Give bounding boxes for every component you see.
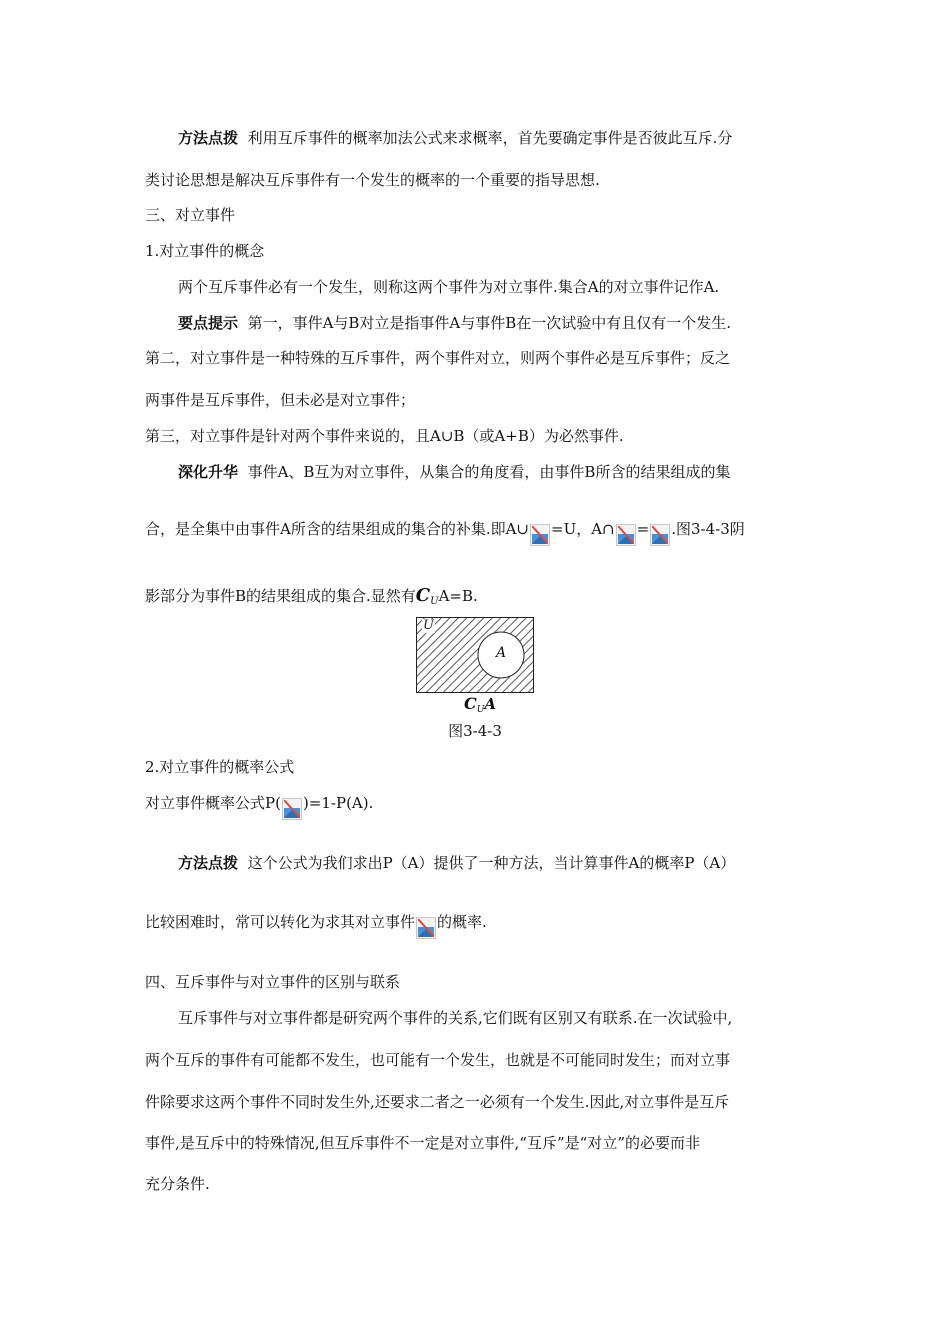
complement-label <box>464 694 496 720</box>
method-tip-2-cont-b: 的概率. <box>437 913 487 931</box>
method-tip-paragraph <box>178 128 732 148</box>
section-4-heading: 四、互斥事件与对立事件的区别与联系 <box>145 973 401 991</box>
label-set-a: A <box>496 645 507 661</box>
keypoints-line-2: 第二，对立事件是一种特殊的互斥事件，两个事件对立，则两个事件必是互斥事件；反之 <box>145 349 731 367</box>
keypoints-paragraph <box>178 313 731 333</box>
figure-complement-symbol: C <box>464 694 477 713</box>
concept-definition: 两个互斥事件必有一个发生，则称这两个事件为对立事件.集合A的对立事件记作A. <box>178 278 720 296</box>
method-tip-2-text: 这个公式为我们求出P（A）提供了一种方法，当计算事件A的概率P（A） <box>247 854 736 872</box>
method-tip-continuation: 类讨论思想是解决互斥事件有一个发生的概率的一个重要的指导思想. <box>145 171 600 189</box>
deepen-line-2-part-d: .图3-4-3阴 <box>671 520 745 538</box>
method-tip-2-cont-a: 比较困难时，常可以转化为求其对立事件 <box>145 913 416 931</box>
keypoints-line-4: 第三，对立事件是针对两个事件来说的，且A∪B（或A+B）为必然事件. <box>145 427 624 445</box>
keypoints-label: 要点提示 <box>178 314 239 332</box>
broken-image-icon <box>282 798 302 820</box>
broken-image-icon <box>616 524 636 546</box>
section-3-heading: 三、对立事件 <box>145 206 236 224</box>
deepen-label: 深化升华 <box>178 463 239 481</box>
subsection-2-heading: 2.对立事件的概率公式 <box>145 758 295 776</box>
venn-diagram <box>416 617 534 693</box>
figure-caption: 图3-4-3 <box>448 722 502 740</box>
deepen-line-3-part-b: A=B. <box>438 587 478 605</box>
deepen-line-2-part-a: 合，是全集中由事件A所含的结果组成的集合的补集.即A∪ <box>145 520 530 538</box>
subsection-1-heading: 1.对立事件的概念 <box>145 242 265 260</box>
method-tip-text: 利用互斥事件的概率加法公式来求概率，首先要确定事件是否彼此互斥.分 <box>247 129 733 147</box>
method-tip-label: 方法点拨 <box>178 129 239 147</box>
formula-line <box>145 793 373 820</box>
section-4-line-1: 互斥事件与对立事件都是研究两个事件的关系,它们既有区别又有联系.在一次试验中, <box>178 1009 733 1027</box>
section-4-line-3: 件除要求这两个事件不同时发生外,还要求二者之一必须有一个发生.因此,对立事件是互斥 <box>145 1093 730 1111</box>
broken-image-icon <box>416 917 436 939</box>
section-4-line-5: 充分条件. <box>145 1175 210 1193</box>
broken-image-icon <box>650 524 670 546</box>
formula-before: 对立事件概率公式P( <box>145 794 281 812</box>
keypoints-line-3: 两事件是互斥事件，但未必是对立事件； <box>145 391 416 409</box>
broken-image-icon <box>530 524 550 546</box>
deepen-line-2-part-b: =U，A∩ <box>551 520 615 538</box>
deepen-line-2-part-c: = <box>636 520 650 538</box>
section-4-line-4: 事件,是互斥中的特殊情况,但互斥事件不一定是对立事件,“互斥”是“对立”的必要而非 <box>145 1134 700 1152</box>
figure-complement-a: A <box>484 695 496 713</box>
keypoints-line-1: 第一，事件A与B对立是指事件A与事件B在一次试验中有且仅有一个发生. <box>247 314 732 332</box>
deepen-line-3-part-a: 影部分为事件B的结果组成的集合.显然有 <box>145 587 416 605</box>
figure-complement-subscript: U <box>476 705 485 715</box>
section-4-line-2: 两个互斥的事件有可能都不发生，也可能有一个发生，也就是不可能同时发生；而对立事 <box>145 1051 731 1069</box>
label-universal-set: U <box>423 618 434 633</box>
deepen-line-3 <box>145 586 478 612</box>
deepen-line-1: 事件A、B互为对立事件，从集合的角度看，由事件B所含的结果组成的集 <box>247 463 731 481</box>
deepen-line-2 <box>145 519 745 546</box>
complement-subscript: U <box>430 596 439 607</box>
formula-after: )=1-P(A). <box>302 794 374 812</box>
method-tip-2-paragraph <box>178 853 735 873</box>
deepen-paragraph <box>178 462 730 482</box>
complement-symbol: C <box>415 585 431 606</box>
method-tip-2-continuation <box>145 912 487 939</box>
method-tip-2-label: 方法点拨 <box>178 854 239 872</box>
